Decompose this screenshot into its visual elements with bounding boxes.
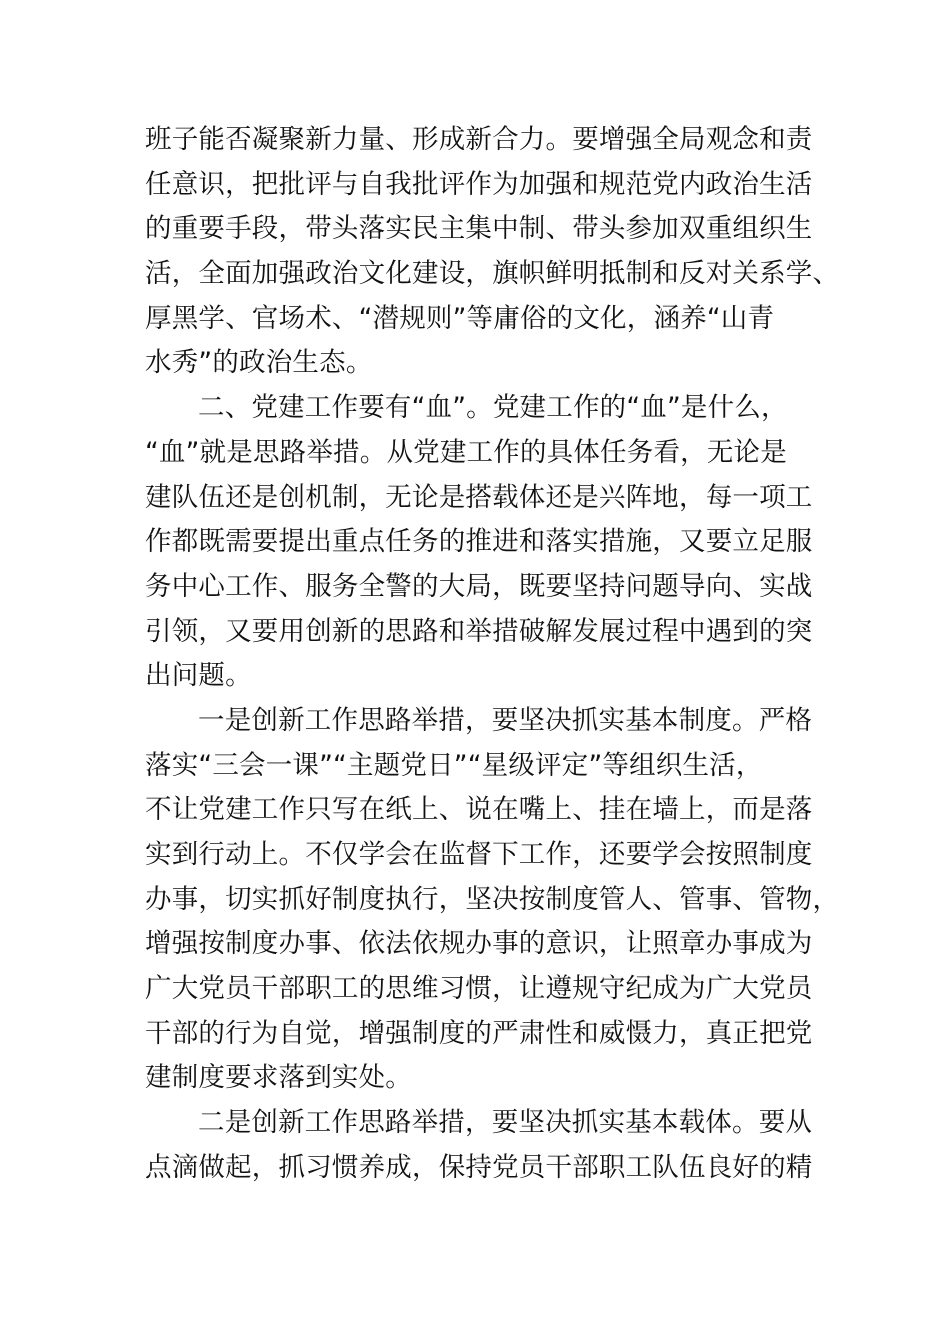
text-line: 出问题。	[145, 660, 252, 692]
text-line: 实到行动上。不仅学会在监督下工作，还要学会按照制度	[145, 839, 813, 870]
paragraph-4	[145, 1101, 813, 1190]
text-line: 水秀”的政治生态。	[145, 347, 373, 379]
text-line: 建制度要求落到实处。	[145, 1062, 412, 1094]
paragraph-3	[145, 699, 840, 1101]
text-line: 务中心工作、服务全警的大局，既要坚持问题导向、实战	[145, 570, 813, 602]
text-line: 厚黑学、官场术、“潜规则”等庸俗的文化，涵养“山青	[145, 302, 775, 334]
text-line: 一是创新工作思路举措，要坚决抓实基本制度。严格	[198, 704, 813, 736]
paragraph-1	[145, 118, 840, 386]
text-line: 不让党建工作只写在纸上、说在嘴上、挂在墙上，而是落	[145, 794, 813, 826]
paragraph-2	[145, 386, 813, 699]
text-line: 建队伍还是创机制，无论是搭载体还是兴阵地，每一项工	[145, 481, 813, 513]
text-line: 活，全面加强政治文化建设，旗帜鲜明抵制和反对关系学、	[145, 258, 840, 290]
text-line: 点滴做起，抓习惯养成，保持党员干部职工队伍良好的精	[145, 1151, 813, 1183]
text-line: 干部的行为自觉，增强制度的严肃性和威慑力，真正把党	[145, 1017, 813, 1049]
text-line: 引领，又要用创新的思路和举措破解发展过程中遇到的突	[145, 615, 813, 647]
text-line: 落实“三会一课”“主题党日”“星级评定”等组织生活，	[145, 749, 763, 781]
text-line: 作都既需要提出重点任务的推进和落实措施，又要立足服	[145, 526, 813, 558]
text-line: 广大党员干部职工的思维习惯，让遵规守纪成为广大党员	[145, 973, 813, 1005]
text-line: 班子能否凝聚新力量、形成新合力。要增强全局观念和责	[145, 124, 813, 155]
text-line: 办事，切实抓好制度执行，坚决按制度管人、管事、管物，	[145, 883, 840, 915]
text-line: 二是创新工作思路举措，要坚决抓实基本载体。要从	[198, 1107, 813, 1139]
text-line: 增强按制度办事、依法依规办事的意识，让照章办事成为	[145, 928, 813, 960]
document-body	[145, 118, 840, 1191]
text-line: “血”就是思路举措。从党建工作的具体任务看，无论是	[145, 436, 787, 468]
text-line: 任意识，把批评与自我批评作为加强和规范党内政治生活	[145, 168, 813, 200]
text-line: 的重要手段，带头落实民主集中制、带头参加双重组织生	[145, 213, 813, 245]
text-line: 二、党建工作要有“血”。党建工作的“血”是什么，	[198, 392, 788, 424]
